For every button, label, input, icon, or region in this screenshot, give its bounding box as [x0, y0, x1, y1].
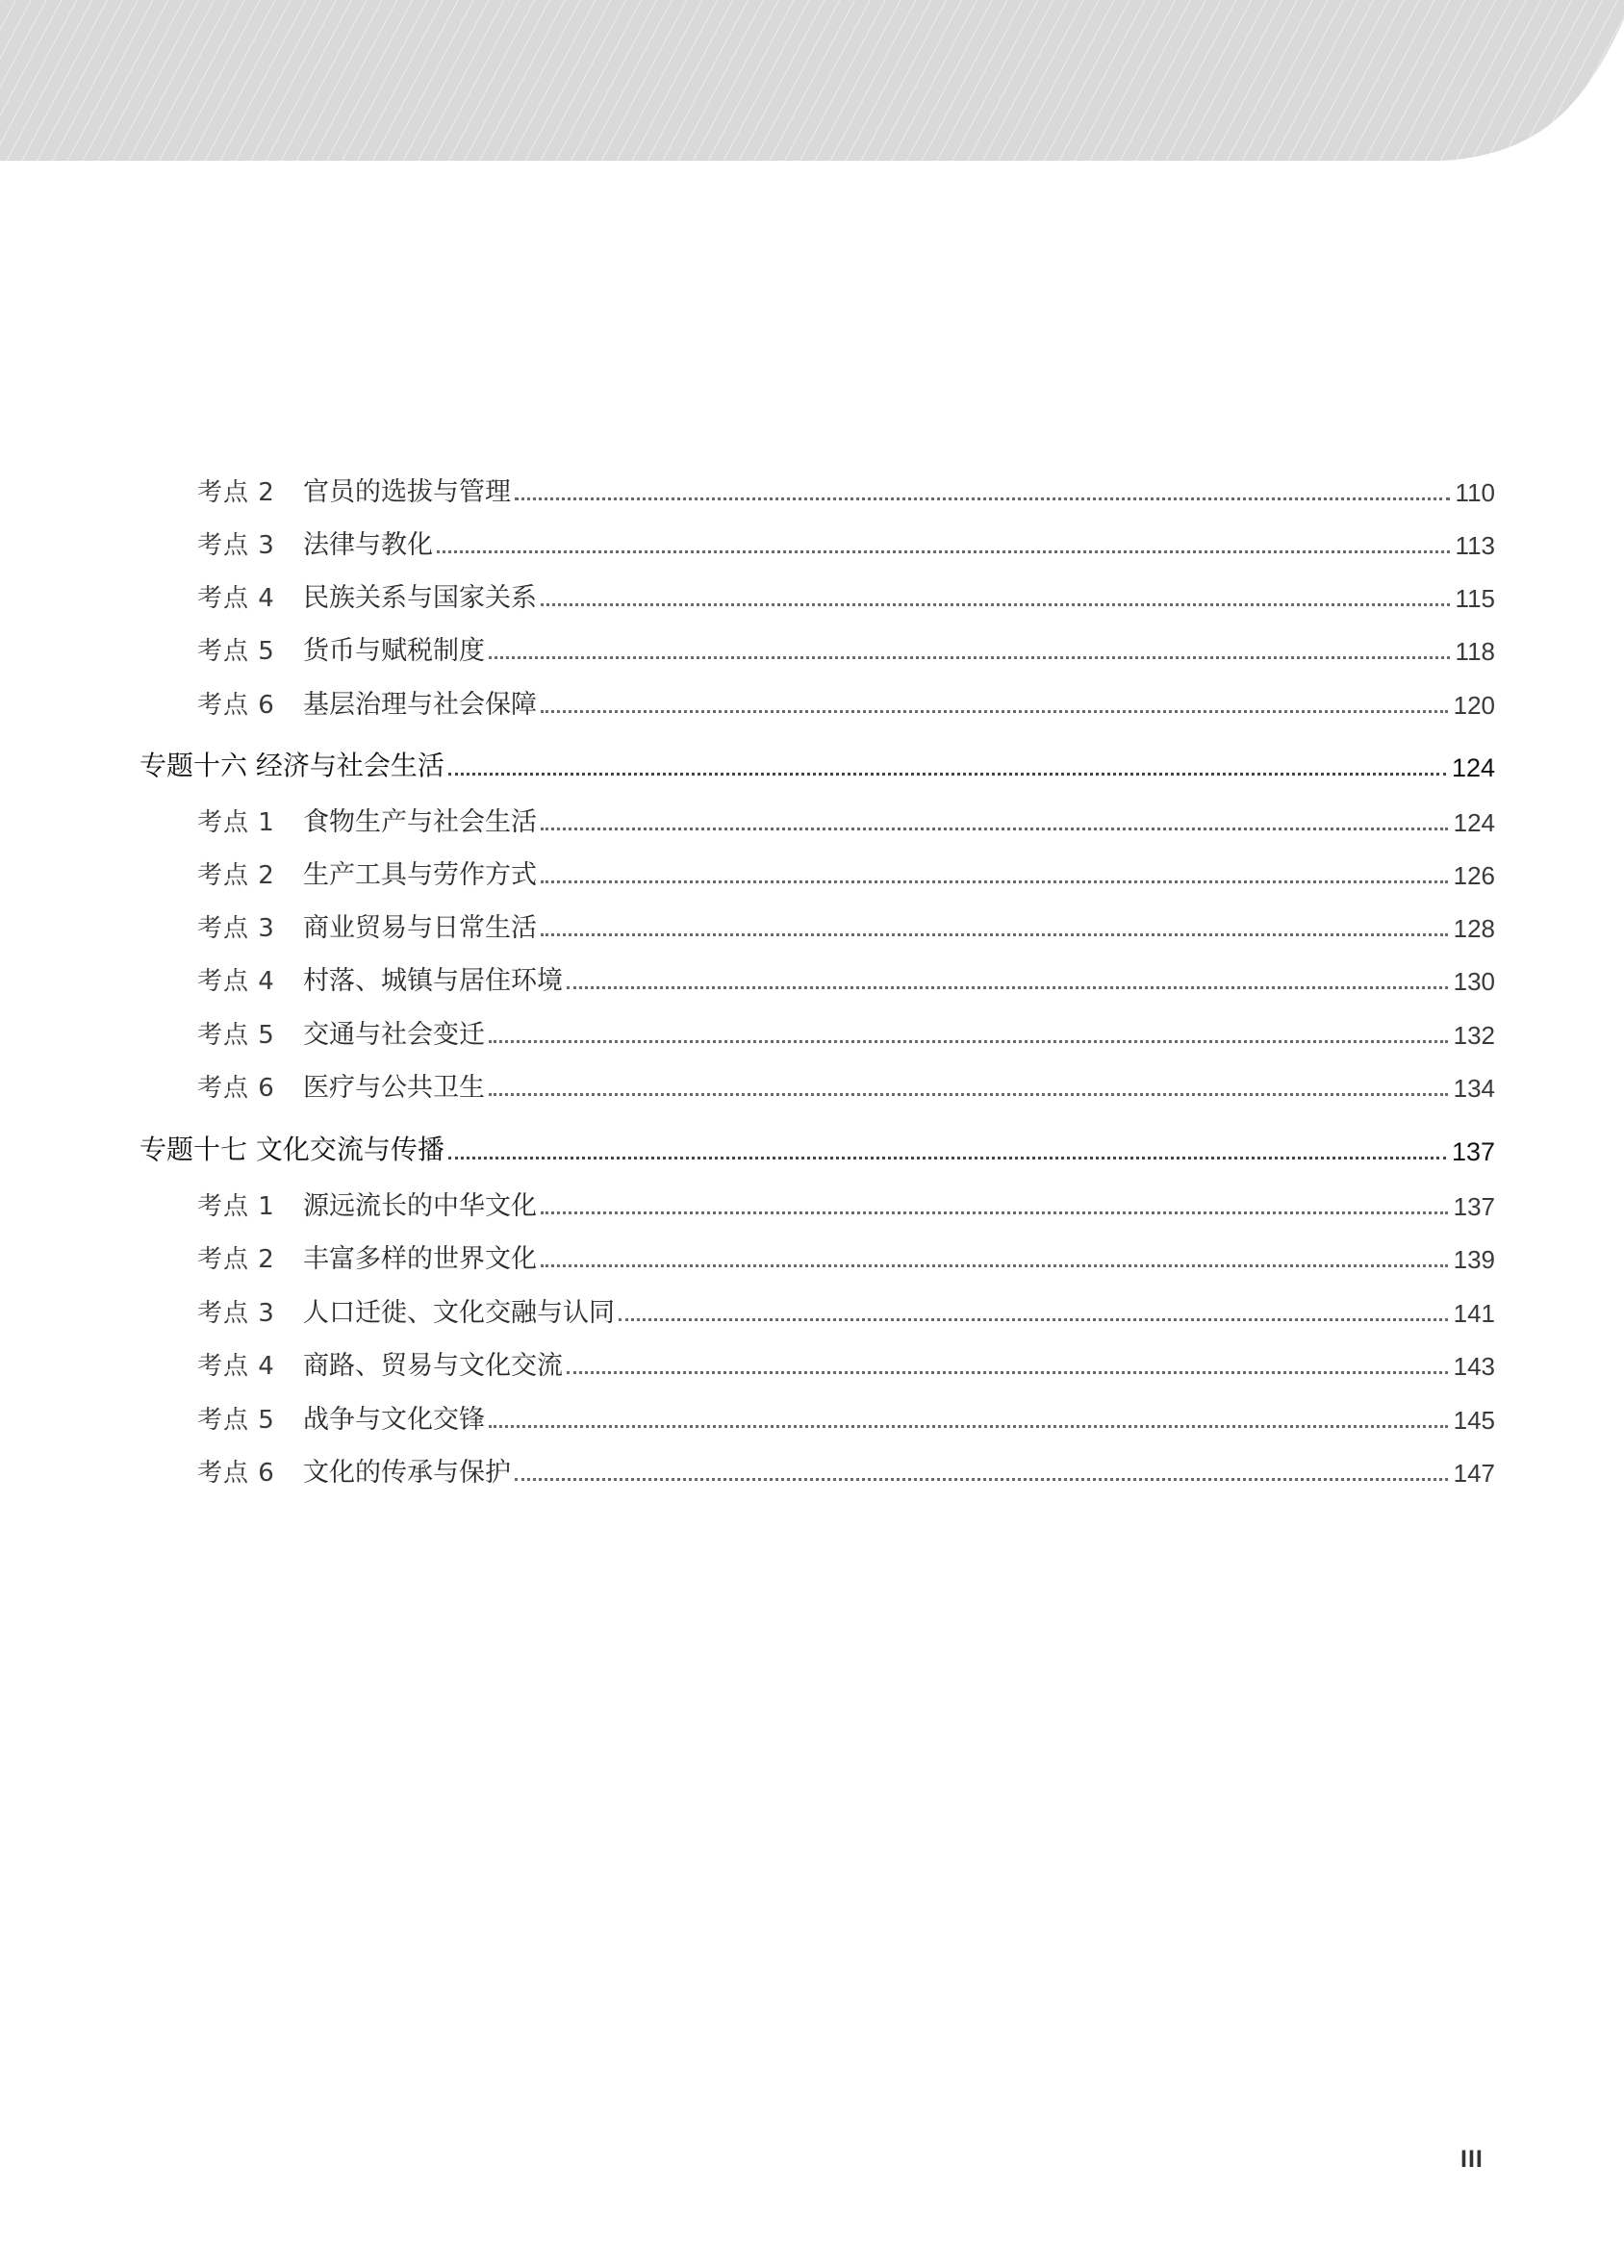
- entry-page: 110: [1455, 478, 1495, 507]
- dot-leader: [489, 1425, 1448, 1428]
- dot-leader: [541, 933, 1448, 936]
- entry-code: 考点 5: [197, 637, 275, 666]
- entry-title: 人口迁徙、文化交融与认同: [303, 1298, 615, 1328]
- toc-entry[interactable]: [197, 900, 1495, 944]
- toc-entry[interactable]: [197, 1285, 1495, 1329]
- toc-entry[interactable]: [197, 1231, 1495, 1275]
- dot-leader: [541, 710, 1448, 713]
- entry-page: 126: [1453, 861, 1495, 890]
- dot-leader: [541, 828, 1448, 830]
- entry-code: 考点 2: [197, 478, 275, 507]
- entry-page: 115: [1455, 584, 1495, 613]
- entry-title: 法律与教化: [303, 530, 433, 560]
- dot-leader: [541, 1211, 1448, 1214]
- entry-code: 考点 6: [197, 1074, 275, 1103]
- entry-page: 113: [1455, 531, 1495, 560]
- entry-code: 考点 5: [197, 1021, 275, 1050]
- entry-title: 基层治理与社会保障: [303, 690, 537, 720]
- entry-page: 132: [1453, 1021, 1495, 1050]
- dot-leader: [437, 550, 1450, 553]
- entry-code: 考点 4: [197, 584, 275, 613]
- entry-code: 考点 4: [197, 967, 275, 996]
- toc-entry[interactable]: [197, 1444, 1495, 1489]
- page-number: III: [1460, 2146, 1484, 2173]
- toc-section-heading[interactable]: [140, 739, 1495, 783]
- entry-title: 丰富多样的世界文化: [303, 1244, 537, 1274]
- dot-leader: [448, 1157, 1446, 1159]
- toc-entry[interactable]: [197, 794, 1495, 838]
- entry-page: 130: [1453, 967, 1495, 996]
- section-title: 专题十六 经济与社会生活: [140, 750, 444, 781]
- dot-leader: [567, 1371, 1448, 1374]
- entry-code: 考点 2: [197, 1245, 275, 1274]
- dot-leader: [515, 1478, 1448, 1481]
- entry-title: 民族关系与国家关系: [303, 583, 537, 613]
- entry-code: 考点 3: [197, 531, 275, 560]
- entry-title: 官员的选拔与管理: [303, 477, 511, 507]
- entry-code: 考点 1: [197, 1192, 275, 1221]
- entry-page: 145: [1453, 1406, 1495, 1435]
- dot-leader: [541, 880, 1448, 883]
- entry-title: 医疗与公共卫生: [303, 1073, 485, 1103]
- entry-code: 考点 4: [197, 1352, 275, 1381]
- entry-title: 生产工具与劳作方式: [303, 860, 537, 890]
- entry-title: 村落、城镇与居住环境: [303, 966, 563, 996]
- entry-page: 137: [1453, 1192, 1495, 1221]
- entry-page: 147: [1453, 1459, 1495, 1488]
- entry-code: 考点 3: [197, 914, 275, 943]
- dot-leader: [567, 986, 1448, 989]
- toc-entry[interactable]: [197, 623, 1495, 667]
- entry-code: 考点 1: [197, 808, 275, 837]
- dot-leader: [541, 1264, 1448, 1267]
- dot-leader: [489, 1040, 1448, 1043]
- entry-title: 交通与社会变迁: [303, 1020, 485, 1050]
- dot-leader: [619, 1318, 1448, 1321]
- toc-entry[interactable]: [197, 676, 1495, 721]
- dot-leader: [489, 1093, 1448, 1096]
- section-page: 124: [1451, 753, 1495, 782]
- toc-entry[interactable]: [197, 1059, 1495, 1104]
- toc-entry[interactable]: [197, 953, 1495, 997]
- dot-leader: [489, 656, 1450, 659]
- entry-title: 货币与赋税制度: [303, 636, 485, 666]
- entry-title: 文化的传承与保护: [303, 1458, 511, 1488]
- dot-leader: [448, 773, 1446, 776]
- entry-title: 源远流长的中华文化: [303, 1191, 537, 1221]
- entry-title: 商业贸易与日常生活: [303, 913, 537, 943]
- toc-entry[interactable]: [197, 1391, 1495, 1436]
- toc-entry[interactable]: [197, 1007, 1495, 1051]
- toc-entry[interactable]: [197, 1178, 1495, 1222]
- entry-page: 141: [1453, 1299, 1495, 1328]
- entry-code: 考点 6: [197, 691, 275, 720]
- entry-code: 考点 2: [197, 861, 275, 890]
- entry-page: 118: [1455, 637, 1495, 666]
- toc-entry[interactable]: [197, 570, 1495, 614]
- toc-entry[interactable]: [197, 1338, 1495, 1382]
- entry-page: 134: [1453, 1074, 1495, 1103]
- dot-leader: [515, 497, 1450, 500]
- section-title: 专题十七 文化交流与传播: [140, 1134, 444, 1165]
- entry-page: 128: [1453, 914, 1495, 943]
- toc-entry[interactable]: [197, 847, 1495, 891]
- toc-entry[interactable]: [197, 464, 1495, 508]
- entry-code: 考点 3: [197, 1299, 275, 1328]
- entry-title: 食物生产与社会生活: [303, 807, 537, 837]
- entry-title: 商路、贸易与文化交流: [303, 1351, 563, 1381]
- entry-page: 143: [1453, 1352, 1495, 1381]
- entry-page: 120: [1453, 691, 1495, 720]
- entry-page: 124: [1453, 808, 1495, 837]
- dot-leader: [541, 603, 1450, 606]
- section-page: 137: [1451, 1137, 1495, 1166]
- toc-section-heading[interactable]: [140, 1123, 1495, 1167]
- entry-code: 考点 5: [197, 1406, 275, 1435]
- toc-entry[interactable]: [197, 517, 1495, 561]
- entry-page: 139: [1453, 1245, 1495, 1274]
- entry-title: 战争与文化交锋: [303, 1405, 485, 1435]
- entry-code: 考点 6: [197, 1459, 275, 1488]
